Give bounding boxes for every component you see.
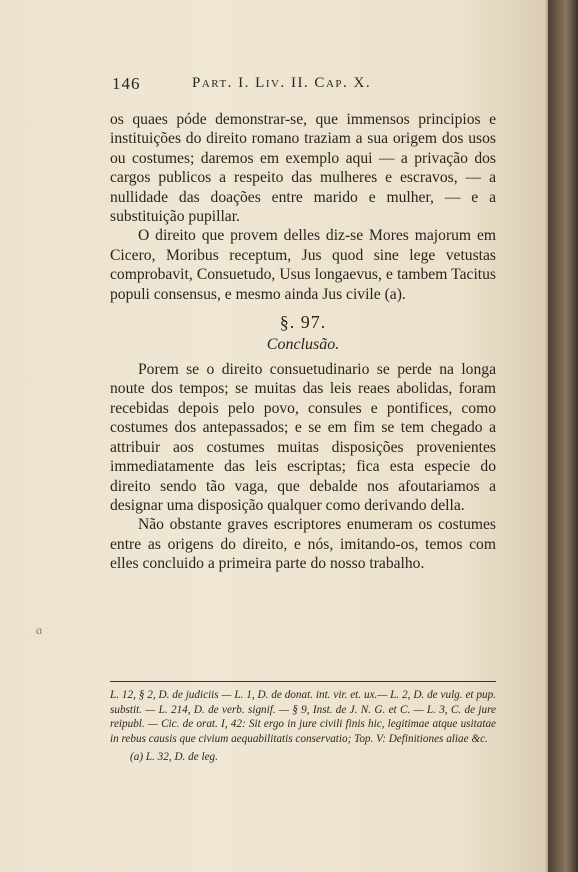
section-number: §. 97. [279, 312, 327, 333]
section-title: Conclusão. [266, 336, 340, 354]
footnotes [110, 688, 496, 765]
running-head: Part. I. Liv. II. Cap. X. [192, 75, 372, 91]
paragraph-mores-majorum: O direito que provem delles diz-se Mores majorum em Cicero, Moribus receptum, Jus quod sine lege vetustas comprobavit, Consuetudo, Usus longaevus, e tambem Tacitus populi consensus, e mesmo ainda Jus civile (a). [110, 227, 496, 303]
page-number: 146 [112, 74, 141, 93]
footnote-a: (a) L. 32, D. de leg. [130, 751, 218, 764]
margin-mark: ɑ [36, 623, 43, 637]
book-edge [548, 0, 578, 872]
footnote-citations: L. 12, § 2, D. de judiciis — L. 1, D. de donat. int. vir. et. ux.— L. 2, D. de vulg. et pup. substit. — L. 214, D. de verb. signif. — § 9, Inst. de J. N. G. et C. — L. 3, C. de jure reipubl. — Cic. de orat. I, 42: Sit ergo in jure civili finis hic, legitimae atque usitatae in rebus causis que civium aequabilitatis conservatio; Top. V: Definitiones aliae &c. [110, 689, 496, 745]
footnote-rule [110, 681, 496, 682]
paragraph-continuation: os quaes póde demonstrar-se, que immensos principios e instituições do direito romano traziam a sua origem dos usos ou costumes; daremos em exemplo aqui — a privação dos cargos publicos a respeito das mulheres e escravos, — a nullidade das doações entre marido e mulher, — e a substituição pupillar. [110, 111, 496, 226]
paragraph-final: Não obstante graves escriptores enumeram os costumes entre as origens do direito, e nós, imitando-os, temos com elles concluido a primeira parte do nosso trabalho. [110, 516, 496, 573]
body-text [110, 110, 496, 574]
page-header [112, 74, 504, 98]
paragraph-conclusion: Porem se o direito consuetudinario se perde na longa noute dos tempos; se muitas das leis reaes abolidas, foram recebidas depois pelo povo, consules e pontifices, como costumes dos antepassados; e se em fim se tem chegado a attribuir aos costumes muitas disposições provenientes immediatamente das leis escriptas; fica esta especie do direito sendo tão vaga, que debalde nos afoutariamos a designar uma disposição qualquer como derivando della. [110, 361, 496, 514]
